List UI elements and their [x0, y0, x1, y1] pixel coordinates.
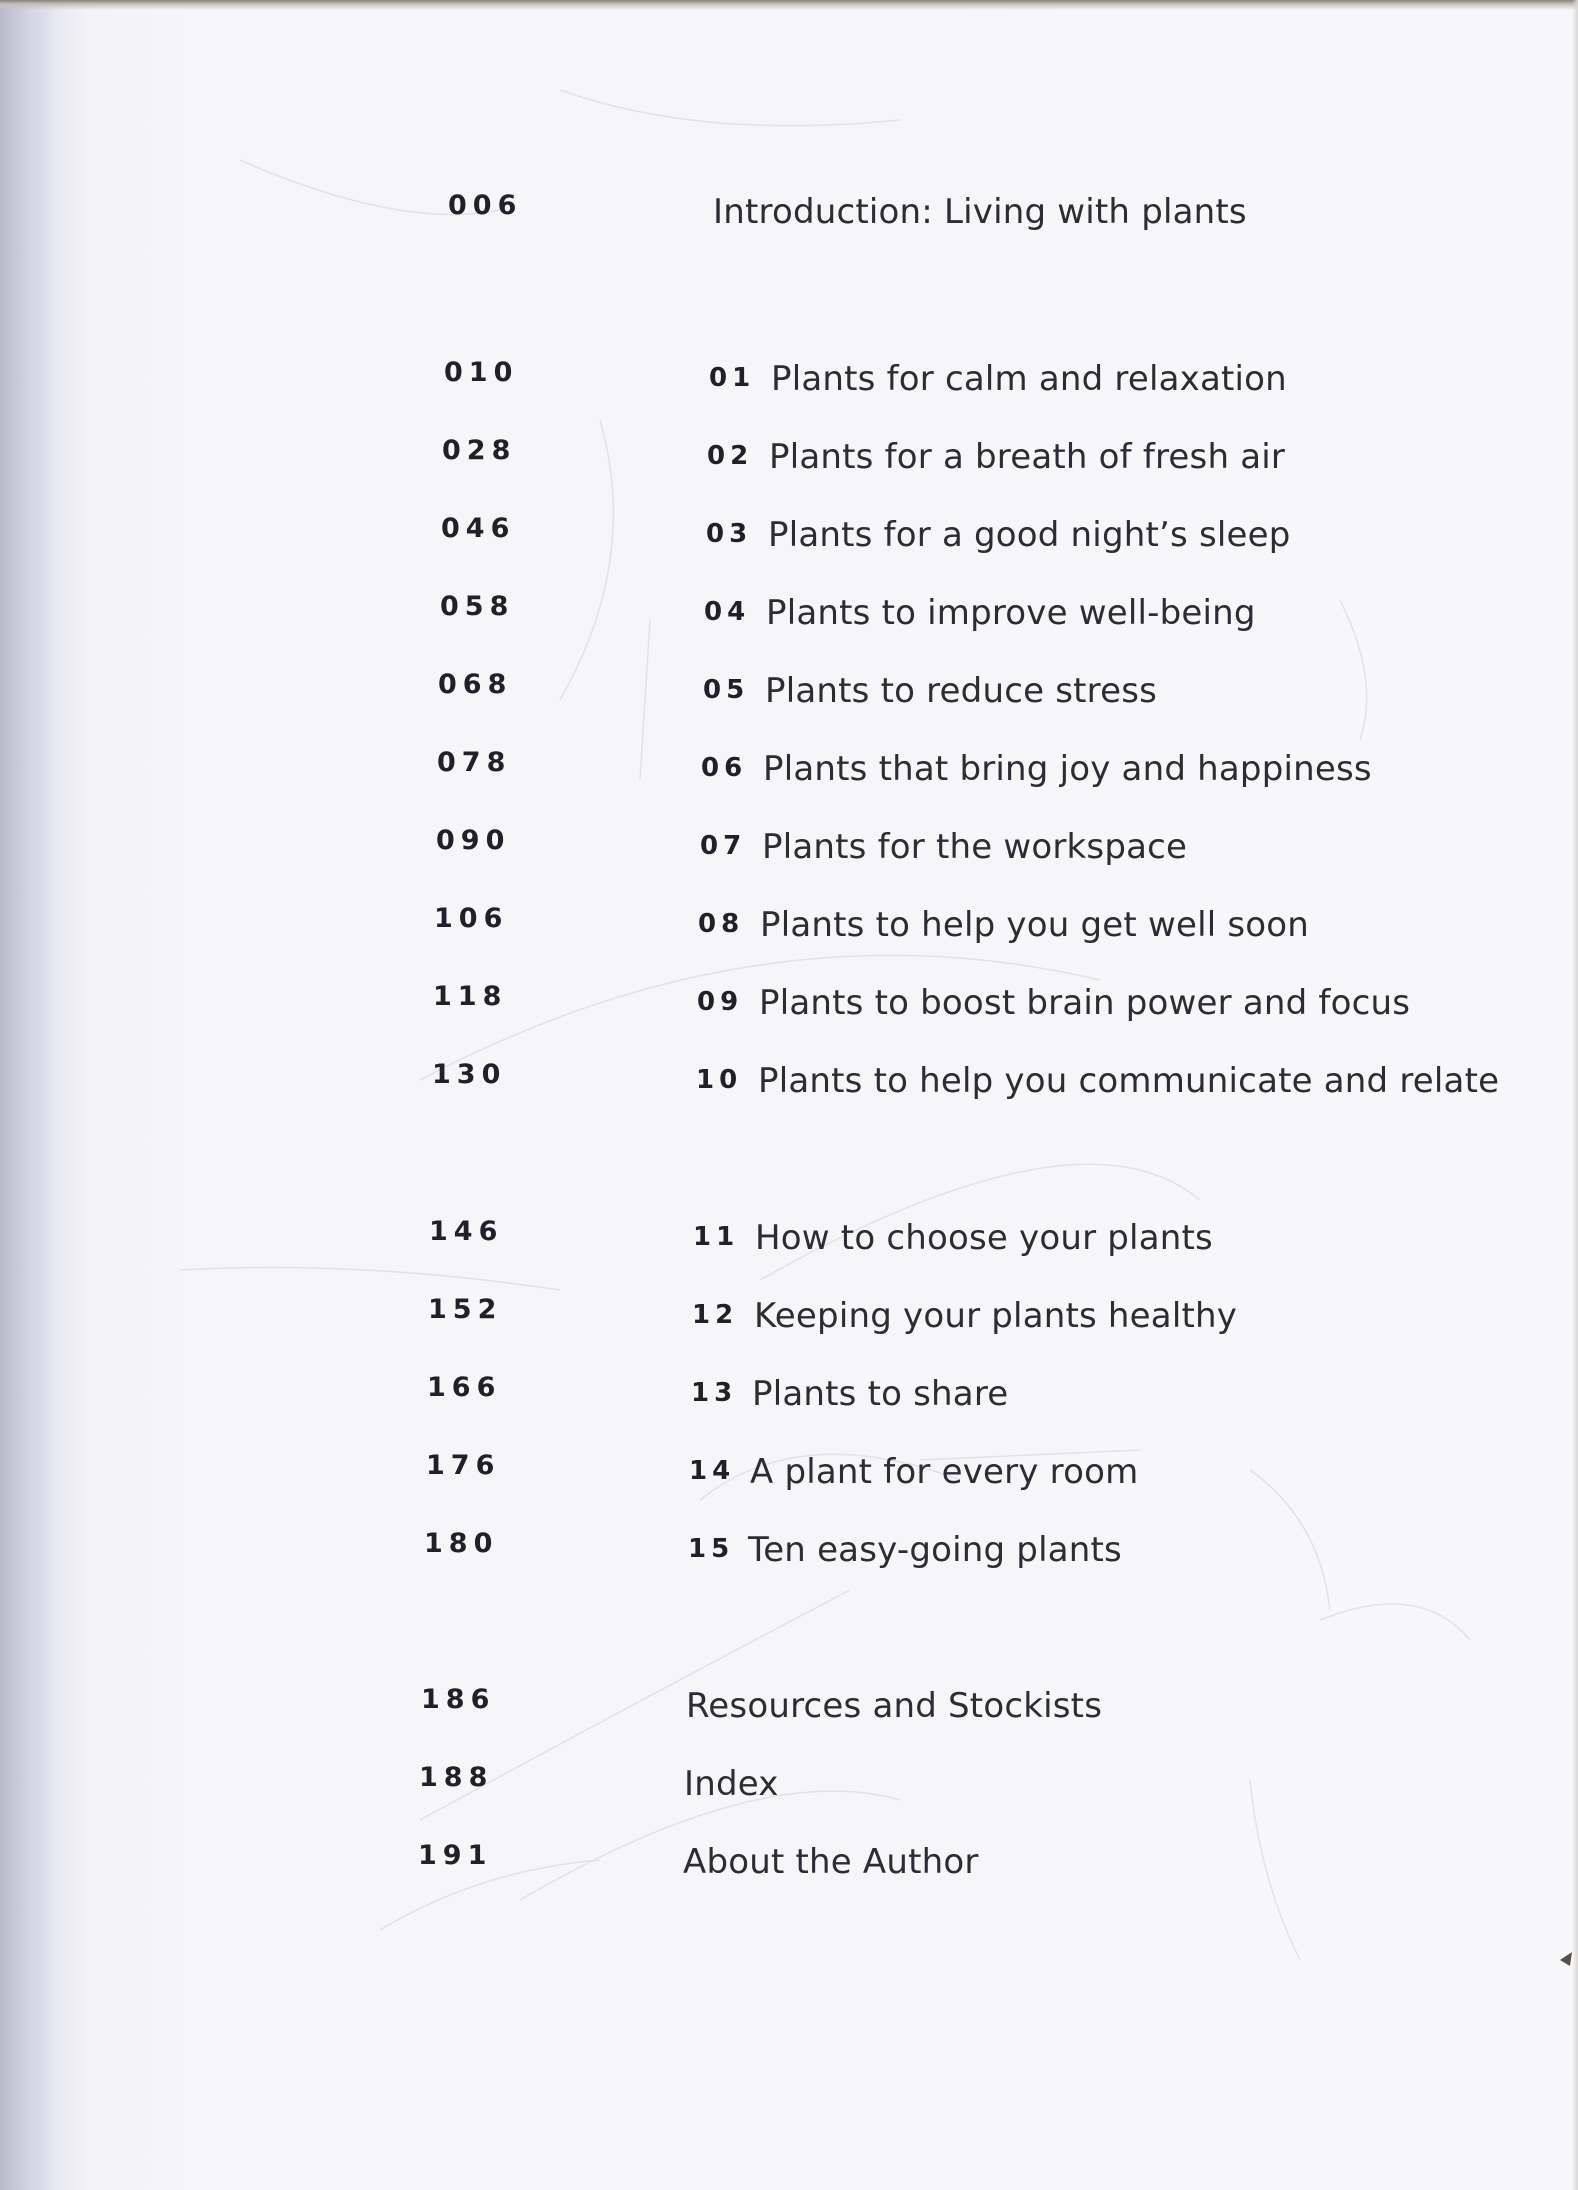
entry-title: Plants to improve well-being [766, 593, 1256, 633]
toc-entry-chapter-06[interactable] [0, 747, 1578, 797]
page-number: 118 [433, 981, 508, 1012]
entry-title: Plants to help you communicate and relate [758, 1061, 1500, 1101]
entry-title: Plants to help you get well soon [760, 905, 1310, 945]
toc-entry-chapter-13[interactable] [0, 1372, 1578, 1422]
chapter-number: 04 [704, 597, 751, 627]
page-number: 176 [426, 1450, 501, 1481]
chapter-number: 07 [700, 831, 747, 861]
chapter-number: 09 [697, 987, 744, 1017]
toc-entry-index[interactable] [0, 1762, 1578, 1812]
entry-title: Plants to boost brain power and focus [759, 983, 1411, 1023]
page-number: 191 [418, 1840, 493, 1871]
chapter-number: 01 [709, 363, 756, 393]
page-number: 078 [437, 747, 512, 778]
chapter-number: 14 [689, 1456, 736, 1486]
entry-title: Plants that bring joy and happiness [763, 749, 1372, 789]
entry-title: Plants to share [752, 1374, 1009, 1414]
toc-entry-chapter-04[interactable] [0, 591, 1578, 641]
toc-entry-chapter-12[interactable] [0, 1294, 1578, 1344]
toc-entry-resources[interactable] [0, 1684, 1578, 1734]
entry-title: About the Author [683, 1842, 979, 1882]
chapter-number: 08 [698, 909, 745, 939]
page-number: 186 [421, 1684, 496, 1715]
page-number: 068 [438, 669, 513, 700]
entry-title: Index [684, 1764, 779, 1804]
chapter-number: 03 [706, 519, 753, 549]
page-number: 058 [440, 591, 515, 622]
page-number: 006 [448, 190, 523, 221]
chapter-number: 06 [701, 753, 748, 783]
toc-entry-chapter-08[interactable] [0, 903, 1578, 953]
toc-entry-chapter-14[interactable] [0, 1450, 1578, 1500]
toc-entry-chapter-01[interactable] [0, 357, 1578, 407]
toc-entry-chapter-07[interactable] [0, 825, 1578, 875]
toc-entry-about-author[interactable] [0, 1840, 1578, 1890]
toc-entry-chapter-09[interactable] [0, 981, 1578, 1031]
page-number: 180 [424, 1528, 499, 1559]
chapter-number: 15 [688, 1534, 735, 1564]
entry-title: Plants for the workspace [762, 827, 1188, 867]
toc-entry-chapter-11[interactable] [0, 1216, 1578, 1266]
entry-title: Plants for a good night’s sleep [768, 515, 1291, 555]
page-number: 146 [429, 1216, 504, 1247]
page-number: 130 [432, 1059, 507, 1090]
page-number: 090 [436, 825, 511, 856]
entry-title: Ten easy-going plants [748, 1530, 1122, 1570]
entry-title: Plants to reduce stress [765, 671, 1158, 711]
page-number: 028 [442, 435, 517, 466]
toc-entry-chapter-15[interactable] [0, 1528, 1578, 1578]
toc-entry-chapter-03[interactable] [0, 513, 1578, 563]
entry-title: Introduction: Living with plants [713, 192, 1247, 232]
page-number: 188 [419, 1762, 494, 1793]
toc-entry-chapter-10[interactable] [0, 1059, 1578, 1109]
page-number: 046 [441, 513, 516, 544]
toc-entry-chapter-05[interactable] [0, 669, 1578, 719]
chapter-number: 13 [691, 1378, 738, 1408]
chapter-number: 10 [696, 1065, 743, 1095]
chapter-number: 12 [692, 1300, 739, 1330]
page-number: 152 [428, 1294, 503, 1325]
chapter-number: 11 [693, 1222, 740, 1252]
entry-title: How to choose your plants [755, 1218, 1213, 1258]
page-number: 010 [444, 357, 519, 388]
toc-entry-intro[interactable] [0, 190, 1578, 240]
entry-title: A plant for every room [750, 1452, 1139, 1492]
page-number: 166 [427, 1372, 502, 1403]
entry-title: Plants for a breath of fresh air [769, 437, 1286, 477]
entry-title: Resources and Stockists [686, 1686, 1103, 1726]
entry-title: Plants for calm and relaxation [771, 359, 1287, 399]
chapter-number: 02 [707, 441, 754, 471]
toc-entry-chapter-02[interactable] [0, 435, 1578, 485]
entry-title: Keeping your plants healthy [754, 1296, 1238, 1336]
page-number: 106 [434, 903, 509, 934]
chapter-number: 05 [703, 675, 750, 705]
